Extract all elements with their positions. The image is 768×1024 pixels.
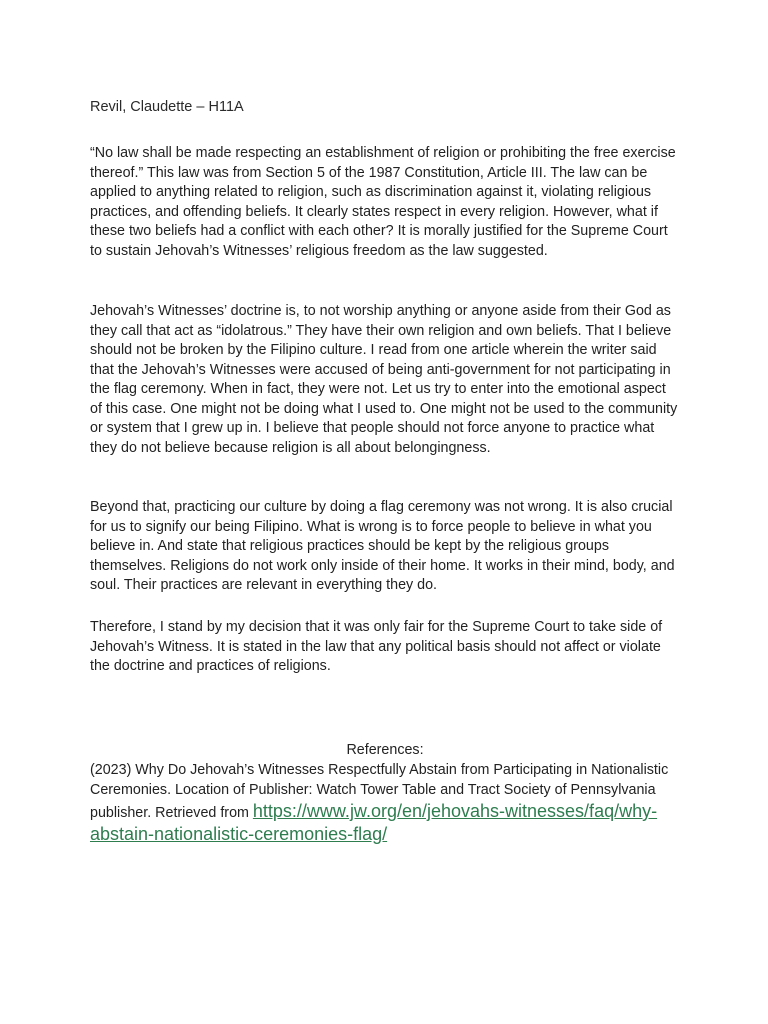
reference-text: (2023) Why Do Jehovah’s Witnesses Respectfully Abstain from Participating in Nationalistic Ceremonies. Location of Publisher: Watch Tower Table and Tract Society of Pennsylvania publisher. Retrieved from: [90, 762, 669, 821]
document-header: Revil, Claudette – H11A: [90, 99, 244, 115]
paragraph-3: Beyond that, practicing our culture by doing a flag ceremony was not wrong. It is also crucial for us to signify our being Filipino. What is wrong is to force people to believe in what you believe in. And state that religious practices should be kept by the religious groups themselves. Religions do not work only inside of their home. It works in their mind, body, and soul. Their practices are relevant in everything they do.: [90, 499, 675, 593]
paragraph-2: Jehovah’s Witnesses’ doctrine is, to not worship anything or anyone aside from their God as they call that act as “idolatrous.” They have their own religion and own beliefs. That I believe should not be broken by the Filipino culture. I read from one article wherein the writer said that the Jehovah’s Witnesses were accused of being anti-government for not participating in the flag ceremony. When in fact, they were not. Let us try to enter into the emotional aspect of this case. One might not be doing what I used to. One might not be used to the community or system that I grew up in. I believe that people should not force anyone to practice what they do not believe because religion is all about belongingness.: [90, 303, 678, 456]
reference-link[interactable]: https://www.jw.org/en/jehovahs-witnesses/faq/why-abstain-nationalistic-ceremonies-flag/: [90, 801, 658, 844]
paragraph-4: Therefore, I stand by my decision that it was only fair for the Supreme Court to take side of Jehovah’s Witness. It is stated in the law that any political basis should not affect or violate the doctrine and practices of religions.: [90, 619, 663, 674]
references-title: References:: [346, 742, 424, 758]
document-page: [90, 0, 690, 1024]
reference-entry: [90, 760, 680, 846]
paragraph-1: “No law shall be made respecting an establishment of religion or prohibiting the free exercise thereof.” This law was from Section 5 of the 1987 Constitution, Article III. The law can be applied to anything related to religion, such as discrimination against it, violating religious practices, and offending beliefs. It clearly states respect in every religion. However, what if these two beliefs had a conflict with each other? It is morally justified for the Supreme Court to sustain Jehovah’s Witnesses’ religious freedom as the law suggested.: [90, 145, 676, 259]
references-section: [90, 740, 680, 846]
